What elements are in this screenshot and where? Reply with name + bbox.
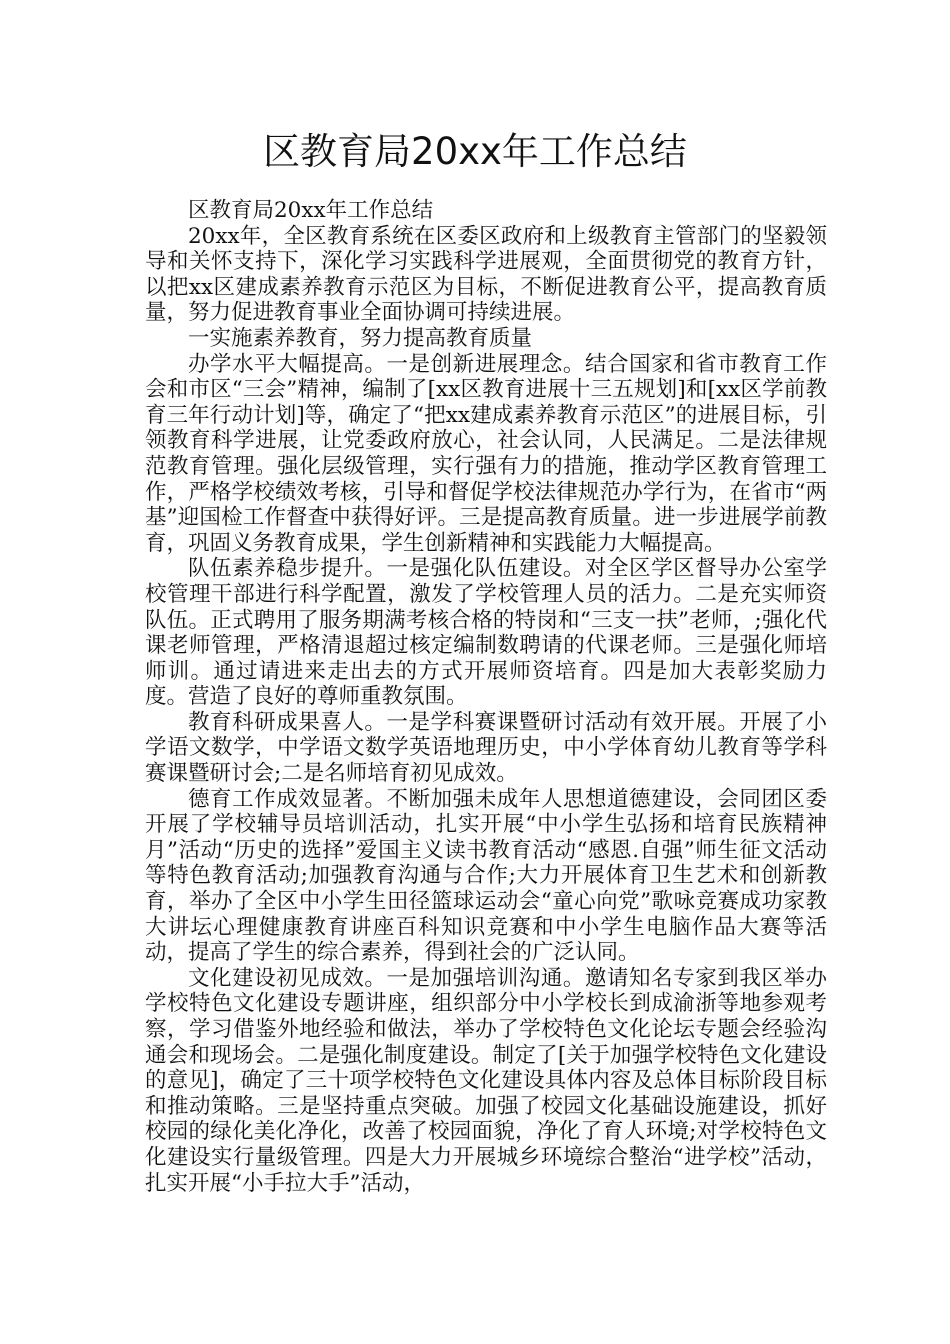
document-body — [145, 198, 827, 1196]
paragraph-teacher-team: 队伍素养稳步提升。一是强化队伍建设。对全区学区督导办公室学校管理干部进行科学配置，激发了学校管理人员的活力。二是充实师资队伍。正式聘用了服务期满考核合格的特岗和“三支一扶”老师，;强化代课老师管理，严格清退超过核定编制数聘请的代课老师。三是强化师培师训。通过请进来走出去的方式开展师资培育。四是加大表彰奖励力度。营造了良好的尊师重教氛围。 — [145, 556, 827, 710]
paragraph-culture: 文化建设初见成效。一是加强培训沟通。邀请知名专家到我区举办学校特色文化建设专题讲座，组织部分中小学校长到成渝浙等地参观考察，学习借鉴外地经验和做法，举办了学校特色文化论坛专题会经验沟通会和现场会。二是强化制度建设。制定了[关于加强学校特色文化建设的意见]，确定了三十项学校特色文化建设具体内容及总体目标阶段目标和推动策略。三是坚持重点突破。加强了校园文化基础设施建设，抓好校园的绿化美化净化，改善了校园面貌，净化了育人环境;对学校特色文化建设实行量级管理。四是大力开展城乡环境综合整治“进学校”活动，扎实开展“小手拉大手”活动， — [145, 965, 827, 1196]
paragraph-school-level: 办学水平大幅提高。一是创新进展理念。结合国家和省市教育工作会和市区“三会”精神，编制了[xx区教育进展十三五规划]和[xx区学前教育三年行动计划]等，确定了“把xx建成素养教育示范区”的进展目标，引领教育科学进展，让党委政府放心，社会认同，人民满足。二是法律规范教育管理。强化层级管理，实行强有力的措施，推动学区教育管理工作，严格学校绩效考核，引导和督促学校法律规范办学行为，在省市“两基”迎国检工作督查中获得好评。三是提高教育质量。进一步进展学前教育，巩固义务教育成果，学生创新精神和实践能力大幅提高。 — [145, 351, 827, 556]
section-heading: 一实施素养教育，努力提高教育质量 — [188, 325, 533, 351]
paragraph-research: 教育科研成果喜人。一是学科赛课暨研讨活动有效开展。开展了小学语文数学，中学语文数学英语地理历史，中小学体育幼儿教育等学科赛课暨研讨会;二是名师培育初见成效。 — [145, 709, 827, 787]
paragraph-intro: 20xx年，全区教育系统在区委区政府和上级教育主管部门的坚毅领导和关怀支持下，深化学习实践科学进展观，全面贯彻党的教育方针，以把xx区建成素养教育示范区为目标，不断促进教育公平，提高教育质量，努力促进教育事业全面协调可持续进展。 — [145, 223, 827, 326]
document-title: 区教育局20xx年工作总结 — [263, 130, 687, 173]
paragraph-moral-education: 德育工作成效显著。不断加强未成年人思想道德建设，会同团区委开展了学校辅导员培训活动，扎实开展“中小学生弘扬和培育民族精神月”活动“历史的选择”爱国主义读书教育活动“感恩.自强”师生征文活动等特色教育活动;加强教育沟通与合作;大力开展体育卫生艺术和创新教育，举办了全区中小学生田径篮球运动会“童心向党”歌咏竞赛成功家教大讲坛心理健康教育讲座百科知识竞赛和中小学生电脑作品大赛等活动，提高了学生的综合素养，得到社会的广泛认同。 — [145, 786, 827, 966]
paragraph-subtitle: 区教育局20xx年工作总结 — [188, 198, 434, 223]
